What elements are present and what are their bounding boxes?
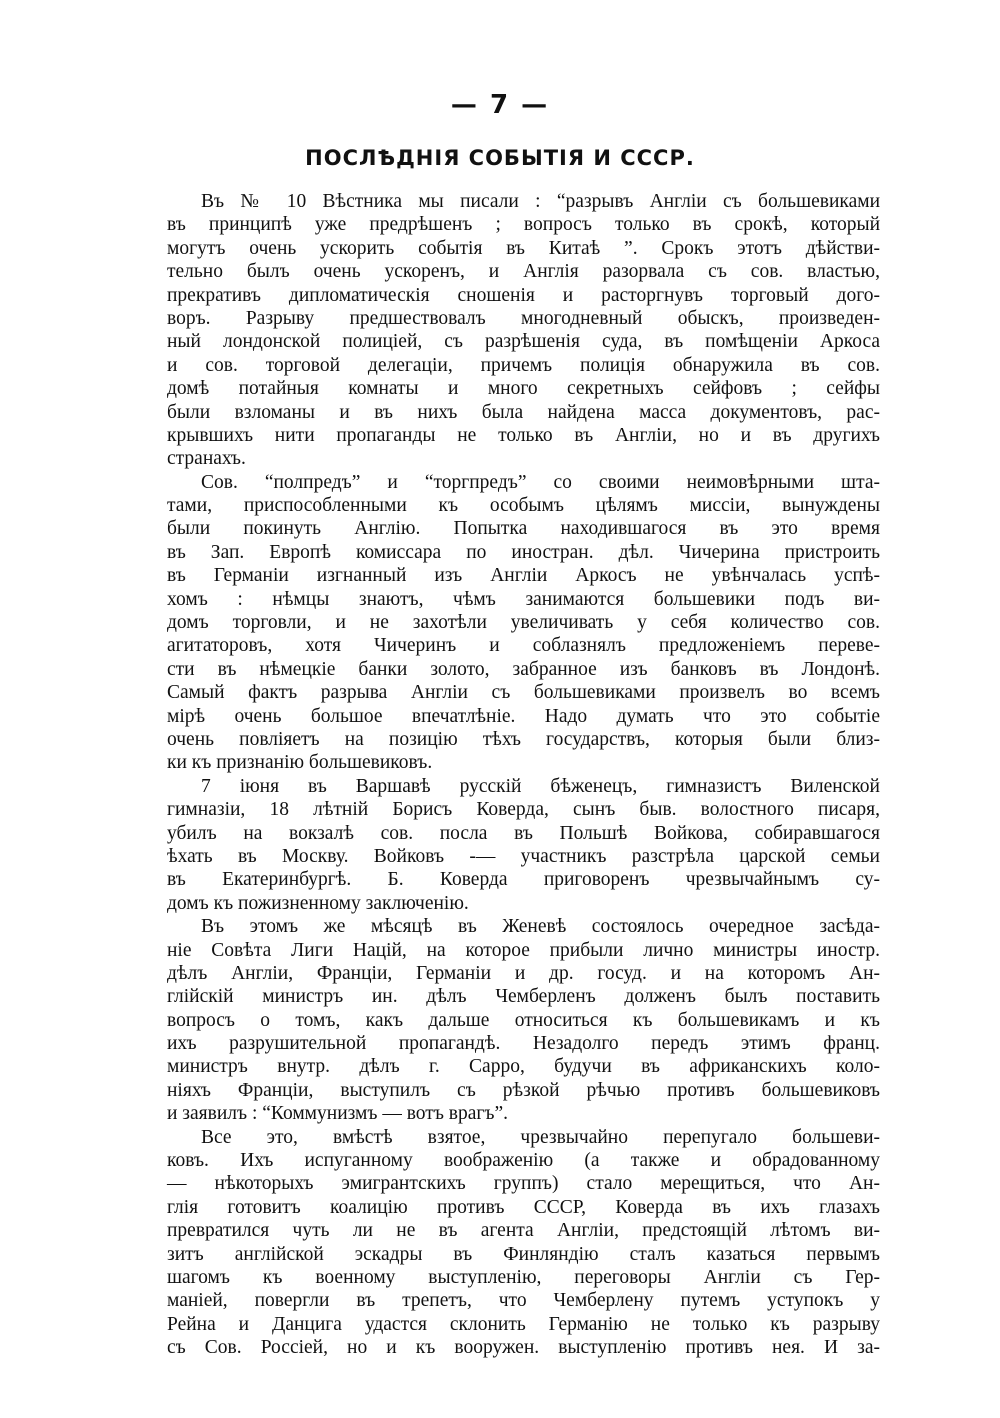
text-line: Самый фактъ разрыва Англіи съ большевиками произвелъ во всемъ bbox=[167, 682, 880, 704]
text-line: были покинуть Англію. Попытка находившагося въ это время bbox=[167, 518, 880, 540]
text-line: — нѣкоторыхъ эмигрантскихъ группъ) стало мерещиться, что Ан- bbox=[167, 1173, 880, 1195]
text-line: гимназіи, 18 лѣтній Борисъ Коверда, сынъ быв. волостного писаря, bbox=[167, 799, 880, 821]
page-number: — 7 — bbox=[450, 90, 550, 120]
text-line: 7 іюня въ Варшавѣ русскій бѣженецъ, гимназистъ Виленской bbox=[201, 775, 880, 797]
text-line: могутъ очень ускорить событія въ Китаѣ ”. Срокъ этотъ дѣйстви- bbox=[167, 237, 880, 259]
text-line: въ Зап. Европѣ комиссара по иностран. дѣл. Чичерина пристроить bbox=[167, 541, 880, 563]
text-line: хомъ : нѣмцы знаютъ, чѣмъ занимаются большевики подъ ви- bbox=[167, 588, 880, 610]
text-line: Рейна и Данцига удастся склонить Германію не только къ разрыву bbox=[167, 1313, 880, 1335]
text-line: домѣ потайныя комнаты и много секретныхъ сейфовъ ; сейфы bbox=[167, 378, 880, 400]
text-line: ный лондонской полиціей, съ разрѣшенія суда, въ помѣщеніи Аркоса bbox=[167, 331, 880, 353]
text-line: прекративъ дипломатическія сношенія и расторгнувъ торговый дого- bbox=[167, 284, 880, 306]
text-line: въ Екатеринбургѣ. Б. Коверда приговоренъ чрезвычайнымъ су- bbox=[167, 869, 880, 891]
body-text bbox=[167, 190, 880, 1360]
text-line: очень повліяетъ на позицію тѣхъ государствъ, которыя были близ- bbox=[167, 728, 880, 750]
text-line: ніяхъ Франціи, выступилъ съ рѣзкой рѣчью противъ большевиковъ bbox=[167, 1079, 880, 1101]
text-line: глія готовитъ коалицію противъ СССР, Коверда въ ихъ глазахъ bbox=[167, 1196, 880, 1218]
text-line: министръ внутр. дѣлъ г. Сарро, будучи въ африканскихъ коло- bbox=[167, 1056, 880, 1078]
text-line: ковъ. Ихъ испуганному воображенію (а также и обрадованному bbox=[167, 1150, 880, 1172]
text-line: воръ. Разрыву предшествовалъ многодневный обыскъ, произведен- bbox=[167, 307, 880, 329]
text-line: Все это, вмѣстѣ взятое, чрезвычайно перепугало большеви- bbox=[201, 1126, 880, 1148]
text-line: тельно былъ очень ускоренъ, и Англія разорвала съ сов. властью, bbox=[167, 261, 880, 283]
text-line: ихъ разрушительной пропагандѣ. Незадолго передъ этимъ франц. bbox=[167, 1033, 880, 1055]
text-line: Сов. “полпредъ” и “торгпредъ” со своими неимовѣрными шта- bbox=[201, 471, 880, 493]
text-line: вопросъ о томъ, какъ дальше относиться къ большевикамъ и къ bbox=[167, 1009, 880, 1031]
text-line: маніей, повергли въ трепетъ, что Чемберлену путемъ уступокъ у bbox=[167, 1290, 880, 1312]
text-line: сти въ нѣмецкіе банки золото, забранное изъ банковъ въ Лондонѣ. bbox=[167, 658, 880, 680]
text-line: глійскій министръ ин. дѣлъ Чемберленъ долженъ былъ поставить bbox=[167, 986, 880, 1008]
page-title: ПОСЛѢДНІЯ СОБЫТІЯ И СССР. bbox=[305, 146, 695, 170]
text-line: въ принципѣ уже предрѣшенъ ; вопросъ только въ срокѣ, который bbox=[167, 214, 880, 236]
text-line: Въ этомъ же мѣсяцѣ въ Женевѣ состоялось очередное засѣда- bbox=[201, 916, 880, 938]
text-line: зитъ англійской эскадры въ Финляндію сталъ казаться первымъ bbox=[167, 1243, 880, 1265]
text-line: съ Сов. Россіей, но и къ вооружен. выступленію противъ нея. И за- bbox=[167, 1337, 880, 1359]
text-line: ніе Совѣта Лиги Націй, на которое прибыли лично министры иностр. bbox=[167, 939, 880, 961]
text-line: убилъ на вокзалѣ сов. посла въ Польшѣ Войкова, собиравшагося bbox=[167, 822, 880, 844]
text-line: Въ № 10 Вѣстника мы писали : “разрывъ Англіи съ большевиками bbox=[201, 191, 880, 212]
text-line: и сов. торговой делегаціи, причемъ полиція обнаружила въ сов. bbox=[167, 354, 880, 376]
text-line: тами, приспособленными къ особымъ цѣлямъ миссіи, вынуждены bbox=[167, 495, 880, 517]
text-line: превратился чуть ли не въ агента Англіи, предстоящій лѣтомъ ви- bbox=[167, 1220, 880, 1242]
text-line: были взломаны и въ нихъ была найдена масса документовъ, рас- bbox=[167, 401, 880, 423]
text-line: агитаторовъ, хотя Чичеринъ и соблазнялъ предложеніемъ переве- bbox=[167, 635, 880, 657]
text-line: ѣхать въ Москву. Войковъ -— участникъ разстрѣла царской семьи bbox=[167, 845, 880, 867]
text-line: и заявилъ : “Коммунизмъ — вотъ врагъ”. bbox=[167, 1103, 509, 1125]
text-line: крывшихъ нити пропаганды не только въ Англіи, но и въ другихъ bbox=[167, 424, 880, 446]
text-line: дѣлъ Англіи, Франціи, Германіи и др. госуд. и на которомъ Ан- bbox=[167, 962, 880, 984]
text-line: домъ торговли, и не захотѣли увеличивать у себя количество сов. bbox=[167, 612, 880, 634]
text-line: въ Германіи изгнанный изъ Англіи Аркосъ не увѣнчалась успѣ- bbox=[167, 565, 880, 587]
text-line: домъ къ пожизненному заключенію. bbox=[167, 892, 469, 914]
text-line: мірѣ очень большое впечатлѣніе. Надо думать что это событіе bbox=[167, 705, 880, 727]
text-line: странахъ. bbox=[167, 448, 246, 470]
text-line: шагомъ къ военному выступленію, переговоры Англіи съ Гер- bbox=[167, 1266, 880, 1288]
text-line: ки къ признанію большевиковъ. bbox=[167, 752, 433, 774]
